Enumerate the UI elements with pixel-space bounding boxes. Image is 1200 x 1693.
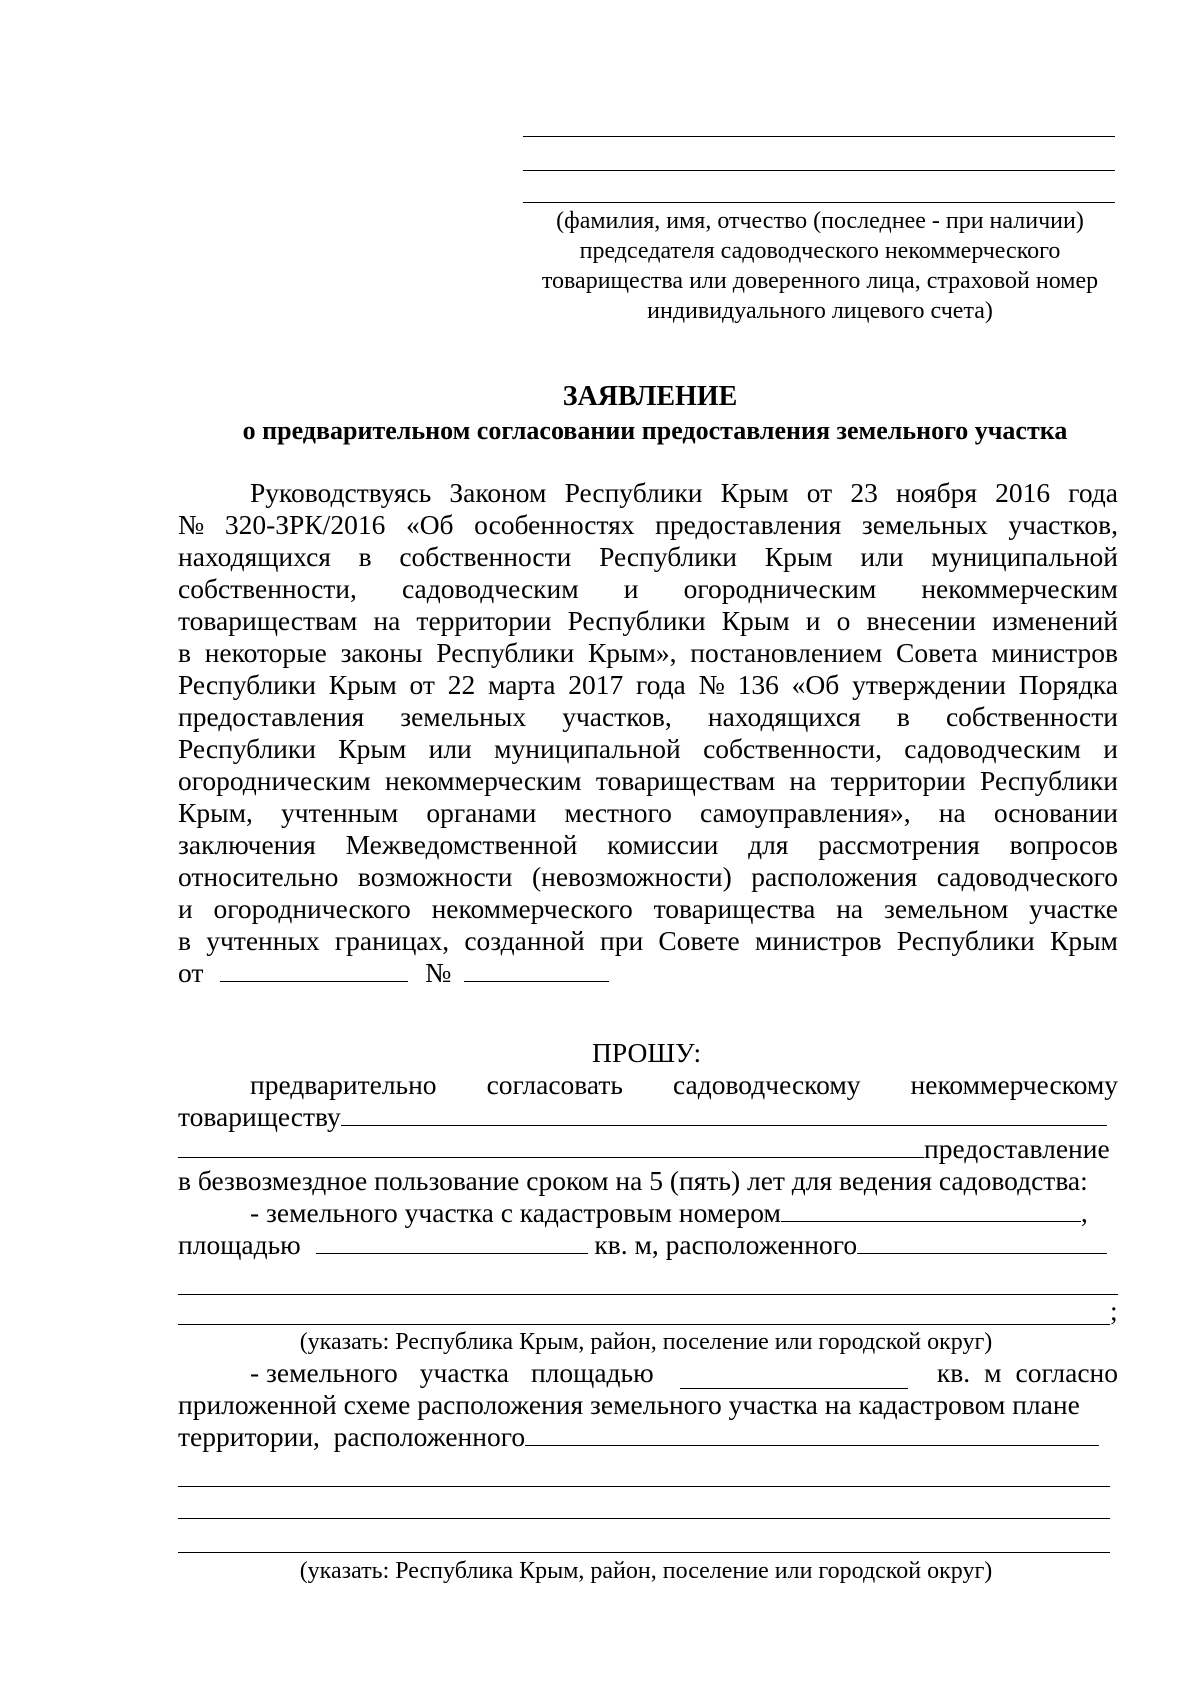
location-line-1[interactable] (178, 1294, 1118, 1295)
body-word: Крым (764, 541, 833, 572)
body-word: заключения (178, 829, 316, 860)
parcel2-word: - земельного (250, 1357, 398, 1388)
applicant-name-line-2[interactable] (523, 170, 1115, 171)
body-word: Порядка (1018, 669, 1118, 700)
body-word: в (896, 701, 910, 732)
body-word: министров (991, 637, 1118, 668)
body-word: основании (993, 797, 1118, 828)
body-line (178, 733, 1118, 765)
partnership-line (178, 1101, 1118, 1133)
body-word: некоммерческого (431, 893, 633, 924)
sqm-located-label: кв. м, расположенного (594, 1229, 858, 1260)
parcel1-label: - земельного участка с кадастровым номером (250, 1197, 781, 1228)
body-word: и (178, 893, 193, 924)
from-label: от (178, 957, 204, 988)
body-word: при (599, 925, 644, 956)
body-word: территории (416, 605, 552, 636)
partnership-label: товариществу (178, 1101, 341, 1132)
body-word: некоммерческим (921, 573, 1118, 604)
scheme-line: приложенной схеме расположения земельного участка на кадастровом плане (178, 1389, 1080, 1420)
body-word: 2017 (568, 669, 624, 700)
body-word: Крым (720, 477, 789, 508)
body-word: от (806, 477, 833, 508)
body-word: Республики (980, 765, 1118, 796)
location-line-5[interactable] (178, 1552, 1110, 1553)
body-word: земельном (883, 893, 1009, 924)
parcel2-word: участка (419, 1357, 509, 1388)
body-line (178, 637, 1118, 669)
body-word: находящихся (178, 541, 331, 572)
body-word: Республики (564, 477, 703, 508)
body-word: на (789, 765, 817, 796)
body-word: министров (754, 925, 882, 956)
body-word: «Об (791, 669, 840, 700)
body-word: некоммерческим (384, 765, 582, 796)
body-word: особенностях (474, 509, 635, 540)
body-word: ноября (895, 477, 977, 508)
body-word: Крым (328, 669, 397, 700)
body-word: органами (426, 797, 537, 828)
body-word: возможности (357, 861, 513, 892)
body-word: предоставления (178, 701, 365, 732)
body-word: на (373, 605, 401, 636)
intro-word: предварительно (250, 1069, 437, 1100)
location-line-4[interactable] (178, 1518, 1110, 1519)
body-word: в (178, 637, 191, 668)
body-word: земельных (400, 701, 527, 732)
body-word: садоводческим (402, 573, 579, 604)
body-word: от (409, 669, 435, 700)
territory-line (178, 1421, 1118, 1453)
body-word: собственности, (178, 573, 357, 604)
sqm-word: кв. (936, 1357, 971, 1388)
body-line (178, 765, 1118, 797)
body-word: Совета (895, 637, 978, 668)
body-line (178, 573, 1118, 605)
body-word: учтенных (206, 925, 320, 956)
body-word: комиссии (607, 829, 719, 860)
body-word: участке (1029, 893, 1118, 924)
body-word: 320-ЗРК/2016 (224, 509, 386, 540)
cadastral-number-field[interactable] (781, 1197, 1081, 1222)
body-word: муниципальной (494, 733, 681, 764)
body-line (178, 701, 1118, 733)
parcel2-line (250, 1357, 1118, 1389)
body-word: Крым (721, 605, 790, 636)
usage-line: в безвозмездное пользование сроком на 5 (пять) лет для ведения садоводства: (178, 1165, 1088, 1196)
grant-line (178, 1133, 1118, 1165)
body-word: марта (488, 669, 556, 700)
body-word: участков, (1008, 509, 1118, 540)
sqm-word: м (984, 1357, 1002, 1388)
body-word: огородническим (178, 765, 371, 796)
body-word: огороднического (213, 893, 411, 924)
partnership-name-field-2[interactable] (178, 1133, 924, 1158)
body-word: Руководствуясь (250, 477, 432, 508)
applicant-caption (520, 206, 1120, 326)
body-word: постановлением (690, 637, 883, 668)
body-word: 22 (447, 669, 476, 700)
conclusion-number-field[interactable] (464, 957, 609, 982)
body-word: внесении (866, 605, 976, 636)
body-word: Совете (658, 925, 740, 956)
body-line (178, 925, 1118, 957)
body-word: или (428, 733, 472, 764)
body-word: Законом (449, 477, 547, 508)
body-word: утверждении (852, 669, 1006, 700)
body-word: 136 (737, 669, 779, 700)
body-word: огородническим (683, 573, 877, 604)
body-word: относительно (178, 861, 339, 892)
body-word: на (938, 797, 966, 828)
caption-line: (фамилия, имя, отчество (последнее - при наличии) (556, 208, 1084, 234)
body-word: муниципальной (931, 541, 1118, 572)
body-line (178, 829, 1118, 861)
body-word: № (178, 509, 205, 540)
body-line (178, 509, 1118, 541)
body-word: Межведомственной (345, 829, 578, 860)
body-word: № (698, 669, 725, 700)
body-word: находящихся (707, 701, 861, 732)
body-word: учтенным (281, 797, 399, 828)
semicolon: ; (1110, 1295, 1118, 1326)
intro-word: некоммерческому (910, 1069, 1118, 1100)
parcel1-line (250, 1197, 1088, 1229)
location-line-3[interactable] (178, 1486, 1110, 1487)
body-word: вопросов (1009, 829, 1118, 860)
applicant-name-line-1[interactable] (523, 136, 1115, 137)
body-word: предоставления (655, 509, 842, 540)
location-hint-2: (указать: Республика Крым, район, поселение или городской округ) (299, 1558, 993, 1584)
area-field[interactable] (316, 1229, 588, 1254)
body-word: или (860, 541, 904, 572)
body-word: 2016 (995, 477, 1051, 508)
body-line (178, 669, 1118, 701)
request-intro-line (250, 1069, 1118, 1101)
body-line (178, 605, 1118, 637)
number-sign: № (425, 957, 452, 988)
area-label: площадью (178, 1229, 301, 1260)
area-field-2[interactable] (680, 1364, 908, 1389)
body-word: собственности, (703, 733, 882, 764)
body-word: Республики (178, 733, 316, 764)
body-word: созданной (464, 925, 585, 956)
body-word: границах, (334, 925, 450, 956)
body-word: садоводческим (904, 733, 1081, 764)
body-word: товариществам (178, 605, 358, 636)
body-word: законы (340, 637, 423, 668)
caption-line: индивидуального лицевого счета) (647, 298, 993, 324)
body-word: территории (830, 765, 966, 796)
body-word: товарищества (653, 893, 816, 924)
body-word: (невозможности) (531, 861, 732, 892)
body-word: некоторые (204, 637, 327, 668)
body-word: в (358, 541, 372, 572)
body-word: и (1103, 733, 1118, 764)
location-field-2[interactable] (525, 1421, 1099, 1446)
body-word: на (836, 893, 864, 924)
body-word: Республики (896, 925, 1035, 956)
sqm-word: согласно (1015, 1357, 1118, 1388)
location-field[interactable] (857, 1229, 1107, 1254)
body-word: рассмотрения (818, 829, 980, 860)
grant-label: предоставление (924, 1133, 1110, 1164)
body-line (178, 477, 1118, 509)
caption-line: товарищества или доверенного лица, страховой номер (541, 268, 1099, 294)
body-word: самоуправления», (700, 797, 911, 828)
body-word: и (805, 605, 821, 636)
document-title: ЗАЯВЛЕНИЕ (562, 381, 738, 412)
body-word: собственности (945, 701, 1118, 732)
body-word: о (836, 605, 851, 636)
body-word: садоводческого (936, 861, 1118, 892)
body-word: собственности (399, 541, 572, 572)
intro-word: согласовать (486, 1069, 623, 1100)
body-line (178, 797, 1118, 829)
from-line (178, 957, 1118, 989)
body-word: «Об (405, 509, 454, 540)
body-word: Республики (599, 541, 738, 572)
body-word: Республики (436, 637, 575, 668)
body-word: года (636, 669, 686, 700)
partnership-name-field[interactable] (341, 1101, 1107, 1126)
body-word: для (748, 829, 789, 860)
location-line-2[interactable] (178, 1324, 1110, 1325)
comma: , (1080, 1197, 1088, 1228)
body-word: года (1068, 477, 1118, 508)
body-line (178, 541, 1118, 573)
body-word: Республики (178, 669, 316, 700)
area-line (178, 1229, 1107, 1261)
body-word: Крым (1049, 925, 1118, 956)
body-word: Крым, (178, 797, 253, 828)
body-word: участков, (562, 701, 672, 732)
parcel2-word: площадью (530, 1357, 654, 1388)
body-word: 23 (850, 477, 878, 508)
request-heading: ПРОШУ: (592, 1037, 702, 1068)
document-subtitle: о предварительном согласовании предоставления земельного участка (242, 416, 1068, 445)
body-word: местного (564, 797, 672, 828)
body-word: Крым (338, 733, 407, 764)
caption-line: председателя садоводческого некоммерческого (579, 238, 1061, 264)
body-word: расположения (751, 861, 918, 892)
body-word: земельных (861, 509, 988, 540)
territory-label: территории, расположенного (178, 1421, 526, 1452)
body-line (178, 861, 1118, 893)
body-word: изменений (992, 605, 1118, 636)
body-word: Крым», (587, 637, 677, 668)
body-line (178, 893, 1118, 925)
applicant-name-line-3[interactable] (523, 202, 1115, 203)
intro-word: садоводческому (673, 1069, 861, 1100)
body-word: и (623, 573, 639, 604)
body-paragraph (178, 477, 1118, 989)
body-word: товариществам (595, 765, 776, 796)
conclusion-date-field[interactable] (220, 957, 408, 982)
body-word: в (178, 925, 191, 956)
location-hint: (указать: Республика Крым, район, поселение или городской округ) (299, 1329, 993, 1355)
body-word: Республики (567, 605, 706, 636)
